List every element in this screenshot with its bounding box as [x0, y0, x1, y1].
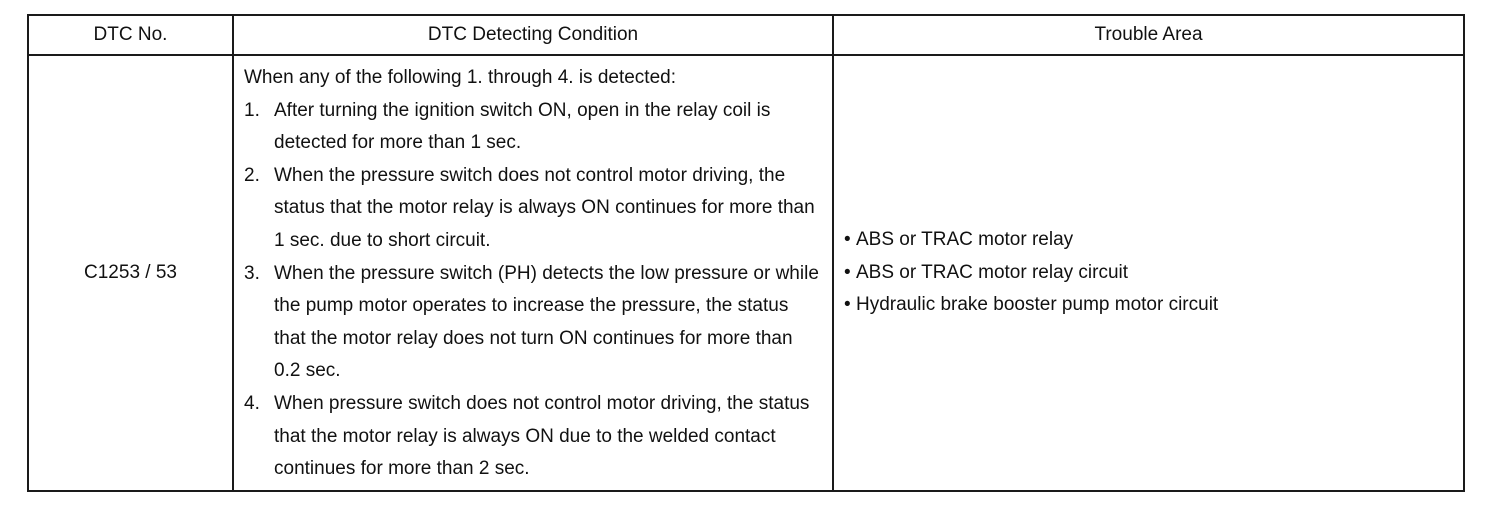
bullet-icon: •	[844, 229, 851, 251]
condition-number: 1.	[244, 99, 260, 121]
condition-number: 3.	[244, 262, 260, 284]
condition-text: When the pressure switch (PH) detects the low pressure or while the pump motor operates to increase the pressure, the status that the motor relay does not turn ON continues for more than 0.2 sec.	[274, 262, 819, 382]
dtc-code-cell: C1253 / 53	[28, 55, 233, 491]
trouble-area-item	[844, 224, 1463, 257]
trouble-area-text: ABS or TRAC motor relay circuit	[856, 261, 1129, 283]
condition-item	[244, 95, 824, 160]
table-header-row	[28, 15, 1464, 55]
condition-item	[244, 388, 824, 486]
detecting-condition-cell	[233, 55, 833, 491]
condition-number: 4.	[244, 392, 260, 414]
table-row	[28, 55, 1464, 491]
trouble-area-text: ABS or TRAC motor relay	[856, 229, 1074, 251]
condition-item	[244, 160, 824, 258]
bullet-icon: •	[844, 294, 851, 316]
trouble-area-item	[844, 257, 1463, 290]
condition-item	[244, 258, 824, 388]
header-trouble-area: Trouble Area	[833, 15, 1464, 55]
dtc-table	[27, 14, 1465, 492]
trouble-area-text: Hydraulic brake booster pump motor circuit	[856, 294, 1219, 316]
condition-text: When the pressure switch does not control motor driving, the status that the motor relay is always ON continues for more than 1 sec. due to short circuit.	[274, 164, 815, 251]
condition-intro: When any of the following 1. through 4. is detected:	[244, 67, 676, 88]
condition-list	[244, 95, 824, 486]
condition-number: 2.	[244, 164, 260, 186]
trouble-area-list	[844, 224, 1463, 322]
condition-text: When pressure switch does not control motor driving, the status that the motor relay is always ON due to the welded contact continues for more than 2 sec.	[274, 392, 810, 480]
header-detecting-condition: DTC Detecting Condition	[233, 15, 833, 55]
header-dtc-no: DTC No.	[28, 15, 233, 55]
bullet-icon: •	[844, 261, 851, 283]
trouble-area-cell	[833, 55, 1464, 491]
condition-text: After turning the ignition switch ON, open in the relay coil is detected for more than 1 sec.	[274, 99, 771, 154]
trouble-area-item	[844, 289, 1463, 322]
